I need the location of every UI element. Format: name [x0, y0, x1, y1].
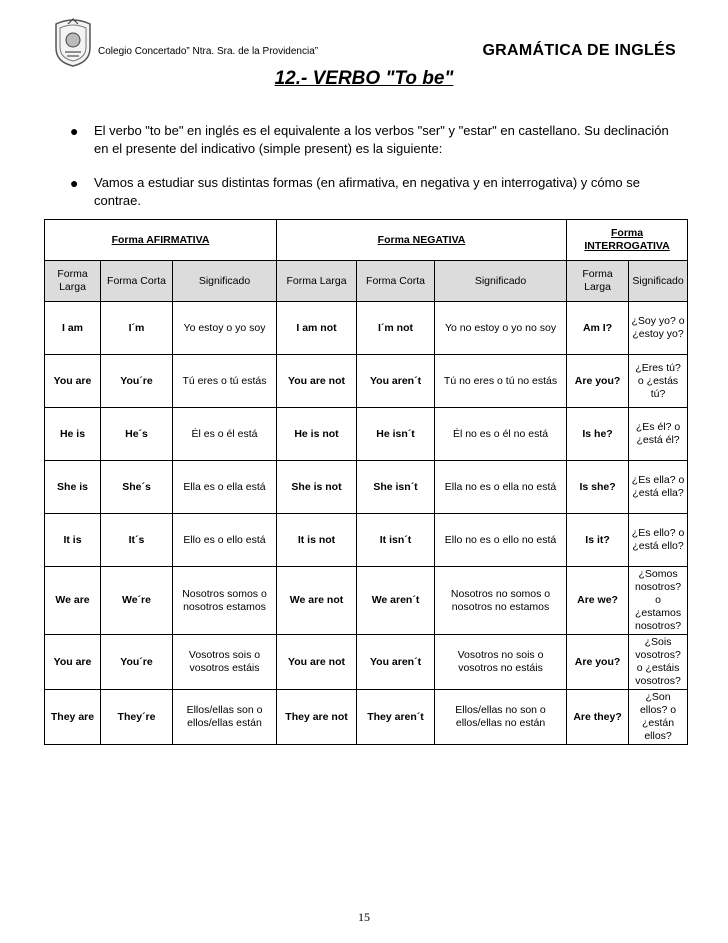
page-number: 15 [358, 910, 370, 924]
group-interrogative: Forma INTERROGATIVA [567, 220, 688, 261]
table-cell: They´re [101, 690, 173, 745]
school-crest-icon [50, 18, 96, 68]
table-cell: ¿Es ello? o ¿está ello? [629, 514, 688, 567]
table-cell: You´re [101, 355, 173, 408]
table-cell: He´s [101, 408, 173, 461]
table-row [45, 567, 688, 635]
table-cell: You are not [277, 355, 357, 408]
subject-title: GRAMÁTICA DE INGLÉS [482, 42, 676, 59]
column-header: Forma Corta [101, 261, 173, 302]
table-cell: You aren´t [357, 635, 435, 690]
column-header: Forma Larga [567, 261, 629, 302]
group-header-row [45, 220, 688, 261]
column-header: Forma Corta [357, 261, 435, 302]
column-header: Significado [435, 261, 567, 302]
intro-item [60, 122, 680, 158]
table-cell: I´m not [357, 302, 435, 355]
table-cell: Yo no estoy o yo no soy [435, 302, 567, 355]
column-header: Forma Larga [277, 261, 357, 302]
table-cell: It´s [101, 514, 173, 567]
table-cell: She isn´t [357, 461, 435, 514]
table-cell: Yo estoy o yo soy [173, 302, 277, 355]
page-title: 12.- VERBO "To be" [274, 68, 454, 89]
table-cell: Ella es o ella está [173, 461, 277, 514]
table-row [45, 408, 688, 461]
table-cell: Ello no es o ello no está [435, 514, 567, 567]
table-cell: Tú no eres o tú no estás [435, 355, 567, 408]
table-cell: We are [45, 567, 101, 635]
column-header: Significado [173, 261, 277, 302]
intro-text: El verbo "to be" en inglés es el equivalente a los verbos "ser" y "estar" en castellano. Su declinación en el presente del indicativo (simple present) es la siguiente: [94, 123, 669, 156]
table-row [45, 690, 688, 745]
table-cell: It is not [277, 514, 357, 567]
table-cell: Is he? [567, 408, 629, 461]
table-cell: ¿Eres tú? o ¿estás tú? [629, 355, 688, 408]
table-cell: We are not [277, 567, 357, 635]
table-cell: Tú eres o tú estás [173, 355, 277, 408]
table-cell: ¿Somos nosotros? o ¿estamos nosotros? [629, 567, 688, 635]
table-cell: You´re [101, 635, 173, 690]
table-cell: ¿Son ellos? o ¿están ellos? [629, 690, 688, 745]
table-cell: I am [45, 302, 101, 355]
table-cell: Ella no es o ella no está [435, 461, 567, 514]
table-cell: You are not [277, 635, 357, 690]
table-cell: Vosotros no sois o vosotros no estáis [435, 635, 567, 690]
intro-item [60, 174, 680, 210]
table-cell: Are you? [567, 635, 629, 690]
table-cell: Is she? [567, 461, 629, 514]
table-cell: We´re [101, 567, 173, 635]
table-row [45, 302, 688, 355]
group-affirmative: Forma AFIRMATIVA [45, 220, 277, 261]
table-cell: Are you? [567, 355, 629, 408]
table-cell: She is [45, 461, 101, 514]
table-cell: We aren´t [357, 567, 435, 635]
table-cell: Ello es o ello está [173, 514, 277, 567]
table-cell: Vosotros sois o vosotros estáis [173, 635, 277, 690]
table-cell: Él no es o él no está [435, 408, 567, 461]
table-row [45, 514, 688, 567]
table-cell: They are [45, 690, 101, 745]
table-cell: Nosotros somos o nosotros estamos [173, 567, 277, 635]
table-cell: Am I? [567, 302, 629, 355]
table-cell: You aren´t [357, 355, 435, 408]
column-header: Significado [629, 261, 688, 302]
table-cell: She is not [277, 461, 357, 514]
table-cell: He isn´t [357, 408, 435, 461]
group-negative: Forma NEGATIVA [277, 220, 567, 261]
table-cell: Él es o él está [173, 408, 277, 461]
table-cell: ¿Es ella? o ¿está ella? [629, 461, 688, 514]
intro-text: Vamos a estudiar sus distintas formas (en afirmativa, en negativa y en interrogativa) y cómo se contrae. [94, 175, 641, 208]
bullet-icon: ● [70, 123, 79, 139]
table-cell: I´m [101, 302, 173, 355]
table-cell: Are they? [567, 690, 629, 745]
table-cell: They aren´t [357, 690, 435, 745]
table-cell: You are [45, 355, 101, 408]
table-cell: Ellos/ellas no son o ellos/ellas no están [435, 690, 567, 745]
table-cell: She´s [101, 461, 173, 514]
verb-table [44, 219, 688, 745]
table-row [45, 635, 688, 690]
column-header-row [45, 261, 688, 302]
table-cell: Is it? [567, 514, 629, 567]
table-cell: It is [45, 514, 101, 567]
table-cell: I am not [277, 302, 357, 355]
table-row [45, 461, 688, 514]
bullet-icon: ● [70, 175, 79, 191]
table-cell: ¿Sois vosotros? o ¿estáis vosotros? [629, 635, 688, 690]
table-cell: It isn´t [357, 514, 435, 567]
table-row [45, 355, 688, 408]
school-name: Colegio Concertado” Ntra. Sra. de la Providencia” [98, 46, 319, 57]
table-cell: He is not [277, 408, 357, 461]
table-cell: Are we? [567, 567, 629, 635]
table-cell: They are not [277, 690, 357, 745]
table-cell: Nosotros no somos o nosotros no estamos [435, 567, 567, 635]
intro-list [60, 122, 680, 226]
table-cell: ¿Soy yo? o ¿estoy yo? [629, 302, 688, 355]
table-cell: He is [45, 408, 101, 461]
table-cell: Ellos/ellas son o ellos/ellas están [173, 690, 277, 745]
table-cell: You are [45, 635, 101, 690]
table-cell: ¿Es él? o ¿está él? [629, 408, 688, 461]
column-header: Forma Larga [45, 261, 101, 302]
